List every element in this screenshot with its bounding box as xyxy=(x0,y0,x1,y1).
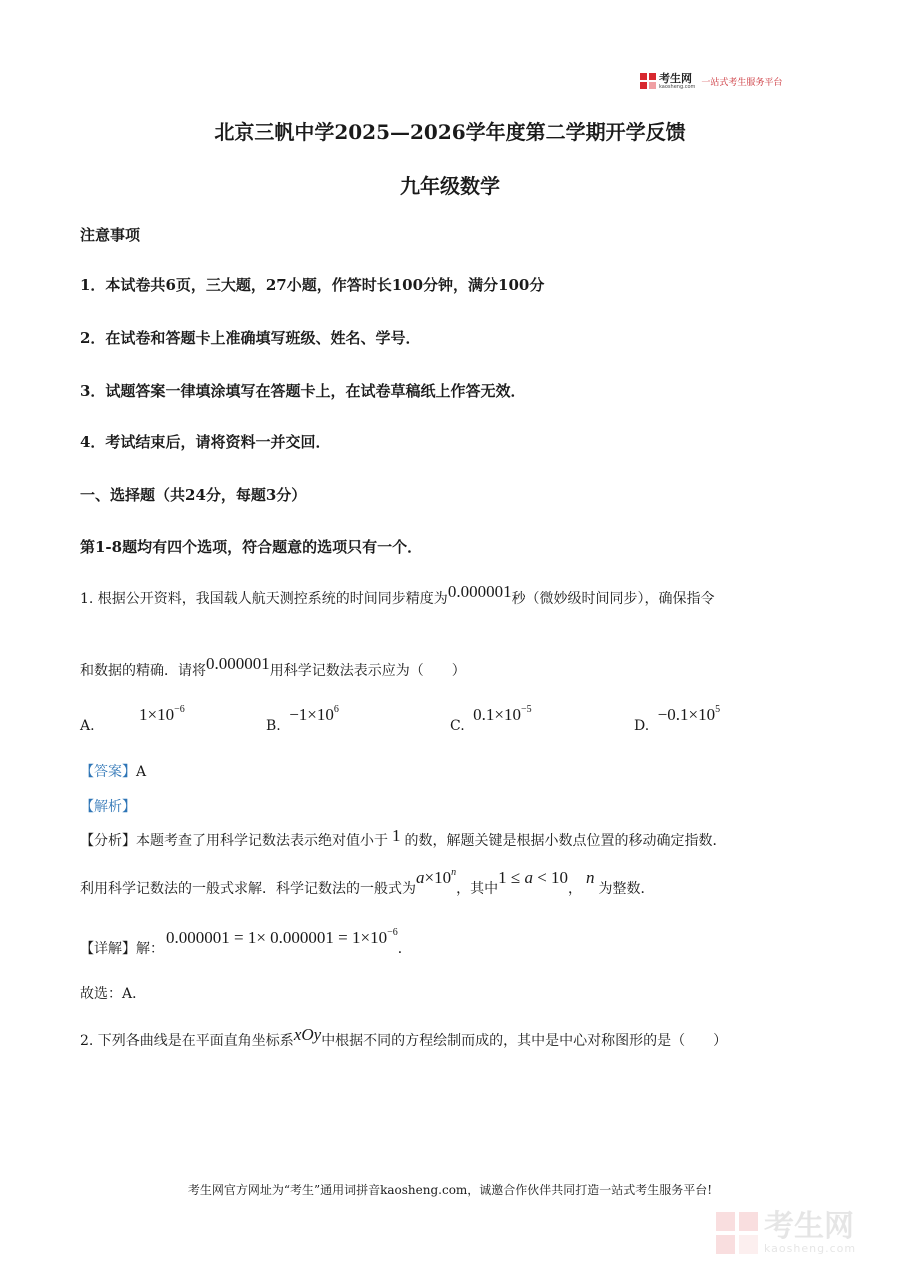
general-text-d: 为整数． xyxy=(598,881,655,897)
general-cond-2: < 10 xyxy=(532,868,569,887)
option-b-exp: 6 xyxy=(333,704,339,715)
watermark-wordmark xyxy=(764,1208,857,1255)
q2-text-b: 中根据不同的方程绘制而成的，其中是中心对称图形的是（ ） xyxy=(321,1033,728,1049)
option-d-exp: 5 xyxy=(715,704,721,715)
general-text-a: 利用科学记数法的一般式求解．科学记数法的一般式为 xyxy=(80,881,416,897)
option-c-label: C. xyxy=(450,718,465,734)
detail-exp: −6 xyxy=(387,927,398,938)
q1-text-c: 和数据的精确．请将 xyxy=(80,663,206,679)
analysis-text-b: 的数，解题关键是根据小数点位置的移动确定指数． xyxy=(404,833,727,849)
option-c-base: 0.1×10 xyxy=(473,705,521,724)
option-a[interactable] xyxy=(80,704,185,735)
q1-text-a: 1. 根据公开资料，我国载人航天测控系统的时间同步精度为 xyxy=(80,591,448,607)
footer-text: 考生网官方网址为“考生”通用词拼音kaosheng.com，诚邀合作伙伴共同打造一站式考生服务平台! xyxy=(187,1183,713,1197)
option-a-exp: −6 xyxy=(174,704,185,715)
analysis-tag: 【解析】 xyxy=(80,799,136,815)
header-logo[interactable] xyxy=(640,70,782,92)
kaosheng-logo-icon xyxy=(640,73,656,89)
detail-math: 0.000001 = 1× 0.000001 = 1×10 xyxy=(166,928,388,947)
q2-xoy: xOy xyxy=(293,1025,322,1044)
general-var-a: a xyxy=(416,868,425,887)
logo-url: kaosheng.com xyxy=(659,83,696,90)
detail-end: ． xyxy=(397,941,412,957)
general-cond-var: a xyxy=(524,868,533,887)
q1-number: 0.000001 xyxy=(447,582,512,601)
section-instruction: 第1-8题均有四个选项，符合题意的选项只有一个． xyxy=(80,538,423,556)
watermark-name: 考生网 xyxy=(764,1208,854,1244)
option-b-label: B. xyxy=(266,718,281,734)
analysis-line xyxy=(80,826,727,850)
choose-line: 故选：A． xyxy=(80,986,147,1002)
q1-text-d: 用科学记数法表示应为（ ） xyxy=(269,663,466,679)
general-form-line xyxy=(80,867,655,898)
option-d-label: D. xyxy=(634,718,650,734)
answer-tag: 【答案】 xyxy=(80,764,136,780)
detail-tag: 【详解】解： xyxy=(80,941,164,957)
watermark xyxy=(716,1207,886,1259)
answer-value: A xyxy=(136,764,147,780)
q1-number-2: 0.000001 xyxy=(206,654,270,673)
q1-text-line1 xyxy=(80,582,715,608)
general-n: n xyxy=(586,868,595,887)
q1-text-b: 秒（微妙级时间同步），确保指令 xyxy=(511,591,715,607)
exam-title: 北京三帆中学2025—2026学年度第二学期开学反馈 xyxy=(214,120,686,144)
option-d[interactable] xyxy=(634,704,721,735)
general-exp: n xyxy=(451,867,457,878)
notice-item-3: 3．试题答案一律填涂填写在答题卡上，在试卷草稿纸上作答无效． xyxy=(80,382,526,400)
general-text-b: ，其中 xyxy=(456,881,499,897)
q1-text-line2 xyxy=(80,654,466,680)
option-d-base: −0.1×10 xyxy=(657,705,716,724)
watermark-logo-icon xyxy=(716,1212,758,1254)
q2-text-a: 2. 下列各曲线是在平面直角坐标系 xyxy=(80,1033,294,1049)
watermark-url: kaosheng.com xyxy=(764,1241,857,1255)
general-base: ×10 xyxy=(424,868,452,887)
option-a-label: A. xyxy=(80,718,95,734)
logo-slogan: 一站式考生服务平台 xyxy=(701,77,783,88)
general-cond-1: 1 ≤ xyxy=(498,868,525,887)
section-heading: 一、选择题（共24分，每题3分） xyxy=(80,486,307,504)
detail-line xyxy=(80,927,412,958)
exam-subtitle: 九年级数学 xyxy=(400,174,500,198)
option-c-exp: −5 xyxy=(520,704,532,715)
option-c[interactable] xyxy=(450,704,532,735)
option-b[interactable] xyxy=(266,704,339,735)
notice-item-1: 1．本试卷共6页，三大题，27小题，作答时长100分钟，满分100分 xyxy=(80,276,545,294)
analysis-text-a: 【分析】本题考查了用科学记数法表示绝对值小于 xyxy=(80,833,388,849)
notice-item-4: 4．考试结束后，请将资料一并交回． xyxy=(80,433,331,451)
notice-item-2: 2．在试卷和答题卡上准确填写班级、姓名、学号． xyxy=(80,329,421,347)
q2-text xyxy=(80,1025,728,1050)
option-b-base: −1×10 xyxy=(289,705,334,724)
general-text-c: ， xyxy=(568,881,583,897)
option-a-base: 1×10 xyxy=(139,705,175,724)
logo-name: 考生网 xyxy=(659,71,692,85)
analysis-number: 1 xyxy=(392,826,401,845)
notice-heading: 注意事项 xyxy=(80,226,141,244)
answer-line xyxy=(80,761,146,781)
logo-wordmark xyxy=(659,73,695,90)
